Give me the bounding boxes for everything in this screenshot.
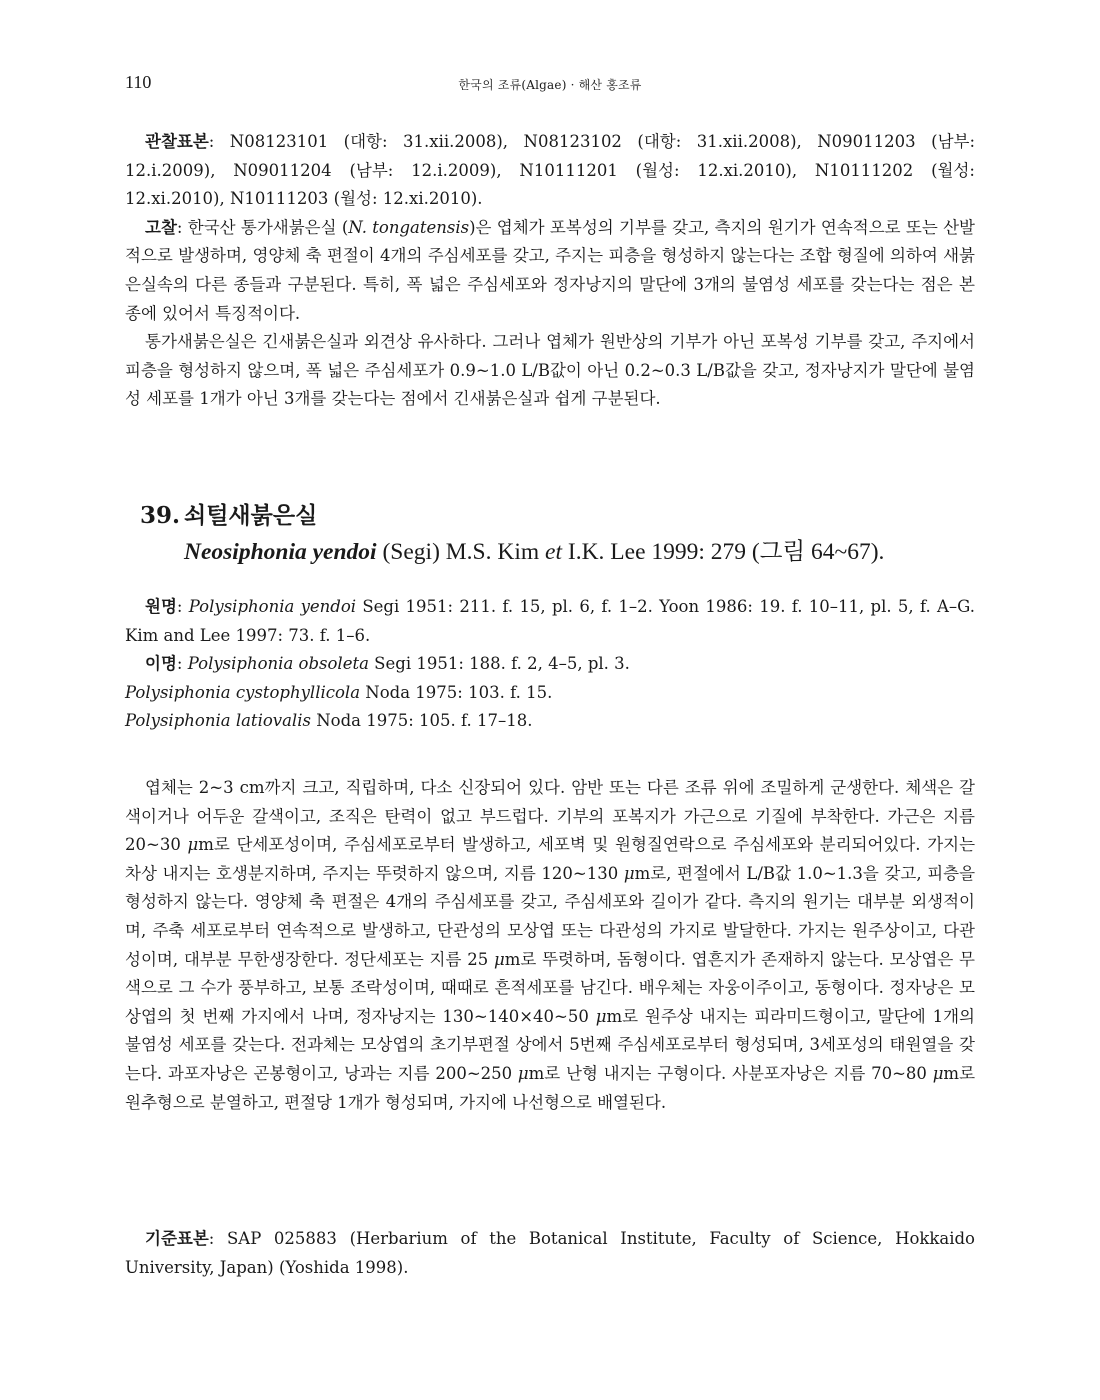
synonym-text-3: Noda 1975: 105. f. 17–18. [310, 711, 533, 731]
nomenclature-section [125, 593, 975, 736]
page-number: 110 [125, 72, 152, 92]
remarks-label: 고찰 [145, 217, 177, 237]
type-section [125, 1225, 975, 1282]
description-part-2: m로 단세포성이며, 주심세포로부터 발생하고, 세포벽 및 원형질연락으로 주심세포와 분리되어있다. 가지는 차상 내지는 호생분지하며, 주지는 뚜렷하지 않으며, 지름 120~130 [125, 835, 976, 883]
specimens-label: 관찰표본 [145, 132, 209, 151]
basionym-paragraph [125, 593, 975, 650]
synonym-italic-1: Polysiphonia obsoleta [187, 654, 369, 674]
authority-et: et [545, 539, 562, 565]
description-part-3: m로, 편절에서 L/B값 1.0~1.3을 갖고, 피층을 형성하지 않는다. 영양체 축 편절은 4개의 주심세포를 갖고, 주심세포와 길이가 같다. 측지의 원기는 대부분 외생적이며, 주축 세포로부터 연속적으로 발생하고, 단관성의 모상엽 또는 다관성의 가지로 발달한다. 가지는 원주상이고, 다관성이며, 대부분 무한생장한다. 정단세포는 지름 25 [125, 863, 976, 969]
micro-symbol: μ [493, 949, 505, 969]
description-section [125, 774, 975, 1117]
remarks-text-1: : 한국산 통가새붉은실 ( [176, 217, 349, 237]
description-part-5: m로 원주상 내지는 피라미드형이고, 말단에 1개의 불염성 세포를 갖는다. 전과체는 모상엽의 초기부편절 상에서 5번째 주심세포로부터 형성되며, 3세포성의 태원열을 갖는다. 과포자낭은 곤봉형이고, 낭과는 지름 200~250 [125, 1006, 975, 1083]
genus-species: Neosiphonia yendoi [184, 539, 377, 565]
type-paragraph [125, 1225, 975, 1282]
remarks-paragraph [125, 214, 975, 328]
synonym-italic-2: Polysiphonia cystophyllicola [125, 682, 361, 702]
type-text: : SAP 025883 (Herbarium of the Botanical Institute, Faculty of Science, Hokkaido University, Japan) (Yoshida 1998). [125, 1229, 975, 1277]
species-scientific-name [140, 534, 980, 570]
description-part-6: m로 난형 내지는 구형이다. 사분포자낭은 지름 70~80 [528, 1063, 933, 1083]
basionym-text: Segi 1951: 211. f. 15, pl. 6, f. 1–2. Yoon 1986: 19. f. 10–11, pl. 5, f. A–G. Kim and Lee 1997: 73. f. 1–6. [125, 597, 975, 645]
description-part-4: m로 뚜렷하며, 돔형이다. 엽흔지가 존재하지 않는다. 모상엽은 무색으로 그 수가 풍부하고, 보통 조락성이며, 때때로 흔적세포를 남긴다. 배우체는 자웅이주이고, 동형이다. 정자낭은 모상엽의 첫 번째 가지에서 나며, 정자낭지는 130~140×40~50 [125, 949, 975, 1026]
type-label: 기준표본 [145, 1229, 209, 1248]
synonym-line-2 [125, 679, 975, 708]
synonym-line-1 [125, 650, 975, 679]
micro-symbol: μ [932, 1063, 944, 1083]
micro-symbol: μ [623, 863, 635, 883]
synonym-text-1: Segi 1951: 188. f. 2, 4–5, pl. 3. [368, 654, 630, 674]
authority-1: (Segi) M.S. Kim [376, 539, 546, 565]
basionym-label: 원명 [145, 597, 177, 616]
species-title [140, 498, 980, 534]
micro-symbol: μ [595, 1006, 607, 1026]
running-title: 한국의 조류(Algae) · 해산 홍조류 [458, 78, 642, 92]
species-heading [140, 498, 980, 570]
species-korean-name: 쇠털새붉은실 [184, 502, 318, 529]
top-section [125, 128, 975, 414]
remarks-paragraph-2: 통가새붉은실은 긴새붉은실과 외견상 유사하다. 그러나 엽체가 원반상의 기부가 아닌 포복성 기부를 갖고, 주지에서 피층을 형성하지 않으며, 폭 넓은 주심세포가 0.9~1.0 L/B값이 아닌 0.2~0.3 L/B값을 갖고, 정자낭지가 말단에 불염성 세포를 1개가 아닌 3개를 갖는다는 점에서 긴새붉은실과 쉽게 구분된다. [125, 332, 975, 409]
synonym-italic-3: Polysiphonia latiovalis [125, 711, 311, 731]
page-header [125, 72, 975, 98]
synonym-label: 이명 [145, 654, 177, 674]
description-paragraph [125, 774, 975, 1117]
synonym-text-2: Noda 1975: 103. f. 15. [360, 682, 553, 702]
micro-symbol: μ [187, 835, 199, 855]
specimens-text: : N08123101 (대항: 31.xii.2008), N08123102 (대항: 31.xii.2008), N09011203 (남부: 12.i.2009), N09011204 (남부: 12.i.2009), N10111201 (월성: 12.xi.2010), N10111202 (월성: 12.xi.2010), N10111203 (월성: 12.xi.2010). [125, 132, 975, 209]
remarks-species-italic: N. tongatensis [348, 217, 470, 237]
micro-symbol: μ [517, 1063, 529, 1083]
synonym-colon: : [176, 654, 188, 674]
remarks-text-2: )은 엽체가 포복성의 기부를 갖고, 측지의 원기가 연속적으로 또는 산발적으로 발생하며, 영양체 축 편절이 4개의 주심세포를 갖고, 주지는 피층을 형성하지 않는다는 조합 형질에 의하여 새붉은실속의 다른 종들과 구분된다. 특히, 폭 넓은 주심세포와 정자낭지의 말단에 3개의 불염성 세포를 갖는다는 점은 본 종에 있어서 특징적이다. [125, 217, 975, 323]
synonym-line-3 [125, 707, 975, 736]
description-part-1: 엽체는 2~3 cm까지 크고, 직립하며, 다소 신장되어 있다. 암반 또는 다른 조류 위에 조밀하게 군생한다. 체색은 갈색이거나 어두운 갈색이고, 조직은 탄력이 없고 부드럽다. 기부의 포복지가 가근으로 기질에 부착한다. 가근은 지름 20~30 [125, 778, 975, 855]
description-part-7: m로 원추형으로 분열하고, 편절당 1개가 형성되며, 가지에 나선형으로 배열된다. [125, 1063, 976, 1112]
authority-2: I.K. Lee 1999: 279 (그림 64~67). [562, 539, 885, 565]
basionym-colon: : [176, 597, 189, 616]
basionym-italic: Polysiphonia yendoi [188, 597, 357, 616]
specimens-paragraph [125, 128, 975, 214]
species-number: 39. [140, 502, 181, 529]
